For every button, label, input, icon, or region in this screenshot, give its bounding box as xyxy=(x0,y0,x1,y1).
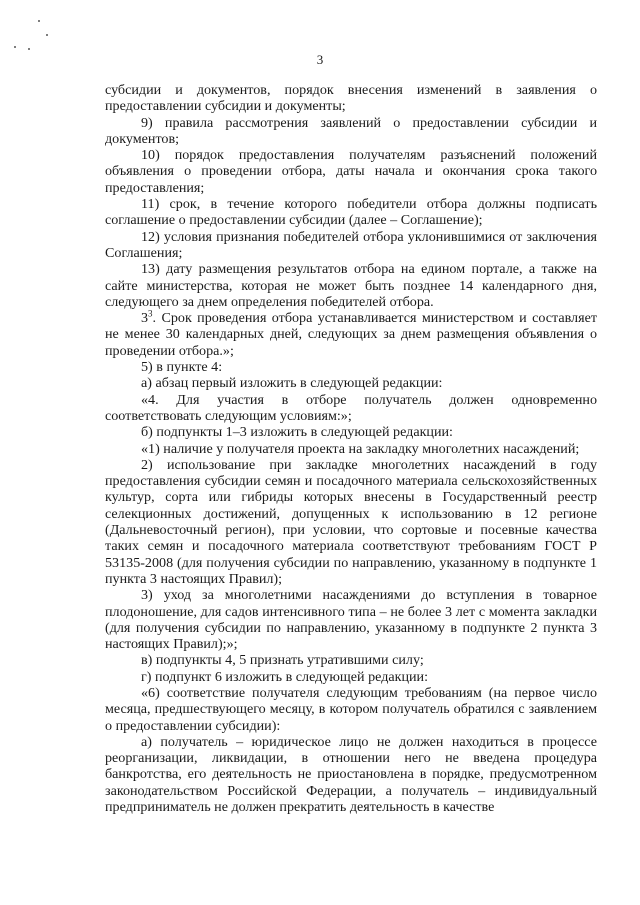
paragraph-text: 2) использование при закладке многолетних насаждений в году предоставления субсидии семян и посадочного материала сельскохозяйственных культур, сорта или гибриды которых внесены в Государственный реестр селекционных достижений, допущенных к использованию в 12 регионе (Дальневосточный регион), при условии, что сортовые и посевные качества таких семян и посадочного материала соответствуют требованиям ГОСТ Р 53135-2008 (для получения субсидии по направлению, указанному в подпункте 1 пункта 3 настоящих Правил); xyxy=(105,456,597,587)
paragraph xyxy=(105,441,597,457)
scan-speck xyxy=(38,20,40,22)
paragraph-text: в) подпункты 4, 5 признать утратившими силу; xyxy=(141,652,424,669)
paragraph-text: «1) наличие у получателя проекта на закладку многолетних насаждений; xyxy=(141,440,580,457)
paragraph-text: 10) порядок предоставления получателям разъяснений положений объявления о проведении отбора, даты начала и окончания срока такого предоставления; xyxy=(105,147,597,196)
paragraph-text: . Срок проведения отбора устанавливается министерством и составляет не менее 30 календарных дней, следующих за днем размещения объявления о проведении отбора.»; xyxy=(105,310,597,359)
paragraph xyxy=(105,424,597,440)
page-number: 3 xyxy=(316,52,324,67)
paragraph-text: 3) уход за многолетними насаждениями до вступления в товарное плодоношение, для садов интенсивного типа – не более 3 лет с момента закладки (для получения субсидии по направлению, указанному в подпункте 2 пункта 3 настоящих Правил);»; xyxy=(105,587,597,653)
paragraph xyxy=(105,310,597,359)
paragraph-text: б) подпункты 1–3 изложить в следующей редакции: xyxy=(141,424,453,441)
paragraph xyxy=(105,196,597,229)
paragraph xyxy=(105,734,597,815)
paragraph-text: 11) срок, в течение которого победители отбора должны подписать соглашение о предоставлении субсидии (далее – Соглашение); xyxy=(105,196,597,229)
paragraph-text: «6) соответствие получателя следующим требованиям (на первое число месяца, предшествующего месяцу, в котором получатель обратился с заявлением о предоставлении субсидии): xyxy=(105,684,597,734)
paragraph xyxy=(105,115,597,148)
paragraph-text: 9) правила рассмотрения заявлений о предоставлении субсидии и документов; xyxy=(105,114,597,147)
paragraph xyxy=(105,147,597,196)
paragraph-text: а) получатель – юридическое лицо не должен находиться в процессе реорганизации, ликвидации, в отношении него не введена процедура банкротства, его деятельность не приостановлена в порядке, предусмотренном законодательством Российской Федерации, а получатель – индивидуальный предприниматель не должен прекратить деятельность в качестве xyxy=(105,733,597,816)
paragraph-text: субсидии и документов, порядок внесения изменений в заявления о предоставлении субсидии и документы; xyxy=(105,82,597,115)
paragraph-number: 3 xyxy=(141,310,149,327)
scan-speck xyxy=(14,46,16,48)
paragraph-text: 13) дату размещения результатов отбора на едином портале, а также на сайте министерства, которая не может быть позднее 14 календарного дня, следующего за днем определения победителей отбора. xyxy=(105,261,597,310)
paragraph xyxy=(105,359,597,375)
paragraph-text: «4. Для участия в отборе получатель должен одновременно соответствовать следующим условиям:»; xyxy=(105,391,597,424)
paragraph xyxy=(105,375,597,391)
paragraph xyxy=(105,685,597,734)
document-body xyxy=(105,82,597,815)
paragraph xyxy=(105,457,597,587)
paragraph-text: 5) в пункте 4: xyxy=(141,359,223,376)
paragraph xyxy=(105,669,597,685)
scan-speck xyxy=(46,34,48,36)
paragraph-text: а) абзац первый изложить в следующей редакции: xyxy=(141,375,443,392)
paragraph xyxy=(105,261,597,310)
paragraph xyxy=(105,392,597,425)
paragraph-text: г) подпункт 6 изложить в следующей редакции: xyxy=(141,668,429,685)
paragraph xyxy=(105,652,597,668)
paragraph xyxy=(105,587,597,652)
paragraph xyxy=(105,82,597,115)
paragraph-superscript: 3 xyxy=(148,308,153,319)
scan-speck xyxy=(28,48,30,50)
paragraph xyxy=(105,229,597,262)
paragraph-text: 12) условия признания победителей отбора уклонившимися от заключения Соглашения; xyxy=(105,228,597,261)
